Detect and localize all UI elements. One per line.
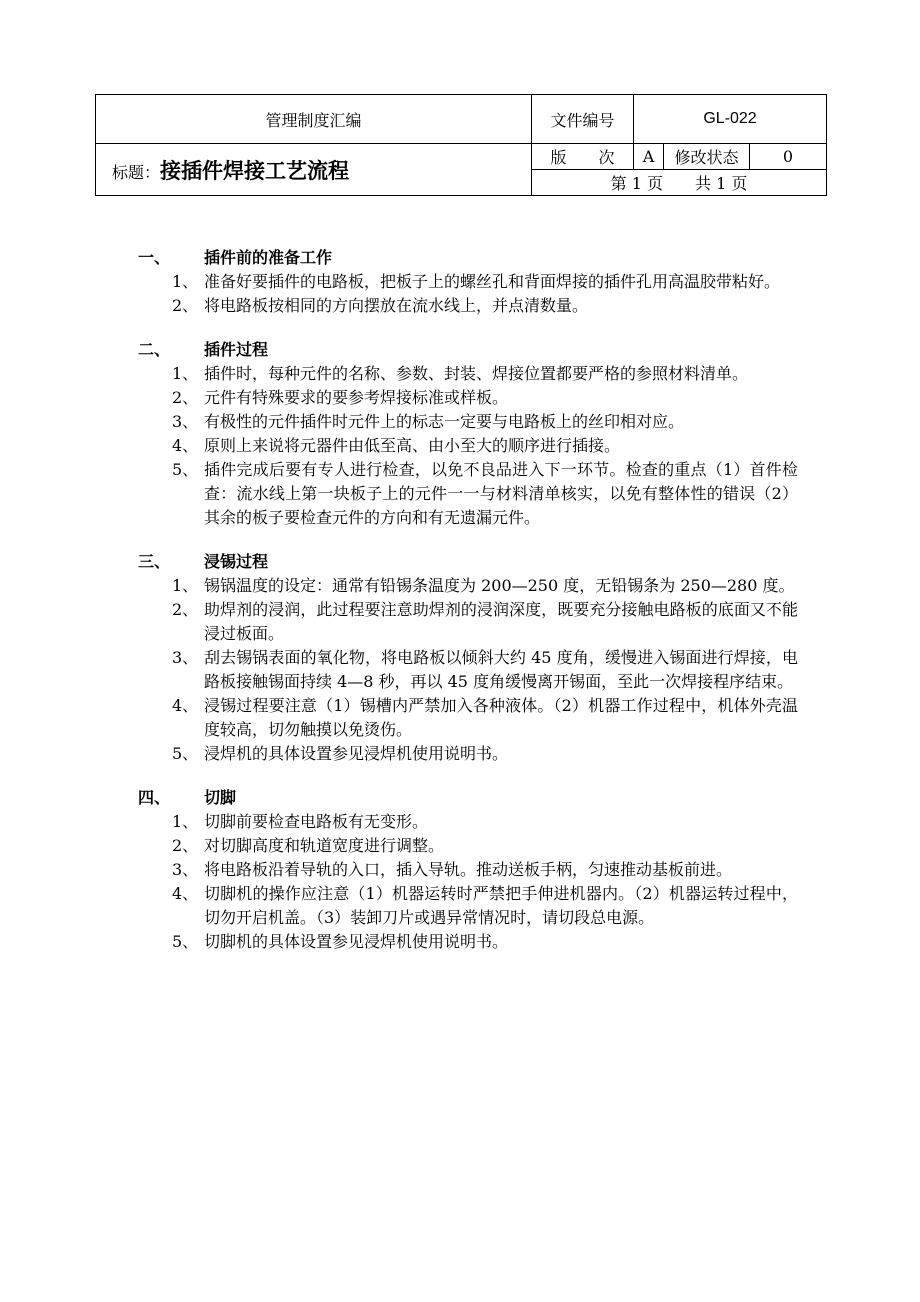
list-item-text: 切脚机的具体设置参见浸焊机使用说明书。 xyxy=(204,932,509,951)
list-item-number: 3、 xyxy=(172,648,199,667)
list-item-text: 有极性的元件插件时元件上的标志一定要与电路板上的丝印相对应。 xyxy=(204,412,685,431)
list-item xyxy=(138,386,798,410)
list-item xyxy=(138,458,798,530)
version-label: 版 次 xyxy=(532,144,634,170)
list-item-number: 5、 xyxy=(172,744,199,763)
list-item-number: 3、 xyxy=(172,412,199,431)
list-item-text: 插件完成后要有专人进行检查，以免不良品进入下一环节。检查的重点（1）首件检查：流水线上第一块板子上的元件一一与材料清单核实，以免有整体性的错误（2）其余的板子要检查元件的方向和有无遗漏元件。 xyxy=(204,460,798,527)
subject-cell xyxy=(96,144,532,196)
list-item xyxy=(138,810,798,834)
list-item xyxy=(138,742,798,766)
list-item-text: 插件时，每种元件的名称、参数、封装、焊接位置都要严格的参照材料清单。 xyxy=(204,364,749,383)
list-item-text: 将电路板沿着导轨的入口，插入导轨。推动送板手柄，匀速推动基板前进。 xyxy=(204,860,733,879)
section-number: 三、 xyxy=(138,552,171,571)
version-value: A xyxy=(634,144,664,170)
section-heading xyxy=(138,550,798,574)
list-item xyxy=(138,858,798,882)
revision-value: 0 xyxy=(750,144,827,170)
list-item-number: 4、 xyxy=(172,696,199,715)
list-item xyxy=(138,410,798,434)
list-item-number: 1、 xyxy=(172,272,199,291)
page-info: 第 1 页 共 1 页 xyxy=(532,170,827,196)
section-number: 一、 xyxy=(138,248,171,267)
doc-number-value: GL-022 xyxy=(634,95,827,144)
list-item-text: 锡锅温度的设定：通常有铅锡条温度为 200—250 度，无铅锡条为 250—280 度。 xyxy=(204,576,795,595)
list-item xyxy=(138,694,798,742)
list-item-text: 浸锡过程要注意（1）锡槽内严禁加入各种液体。（2）机器工作过程中，机体外壳温度较高，切勿触摸以免烫伤。 xyxy=(204,696,798,739)
list-item xyxy=(138,930,798,954)
list-item xyxy=(138,882,798,930)
list-item-number: 2、 xyxy=(172,600,199,619)
list-item-text: 切脚机的操作应注意（1）机器运转时严禁把手伸进机器内。（2）机器运转过程中，切勿开启机盖。（3）装卸刀片或遇异常情况时，请切段总电源。 xyxy=(204,884,798,927)
list-item xyxy=(138,270,798,294)
list-item-text: 元件有特殊要求的要参考焊接标准或样板。 xyxy=(204,388,509,407)
list-item xyxy=(138,598,798,646)
list-item-text: 切脚前要检查电路板有无变形。 xyxy=(204,812,429,831)
section-title: 插件过程 xyxy=(204,340,269,359)
list-item-text: 助焊剂的浸润，此过程要注意助焊剂的浸润深度，既要充分接触电路板的底面又不能浸过板面。 xyxy=(204,600,798,643)
section-title: 浸锡过程 xyxy=(204,552,269,571)
list-item-number: 5、 xyxy=(172,932,199,951)
section-heading xyxy=(138,246,798,270)
document-header-table xyxy=(95,94,827,196)
list-item-text: 刮去锡锅表面的氧化物，将电路板以倾斜大约 45 度角，缓慢进入锡面进行焊接，电路板接触锡面持续 4—8 秒，再以 45 度角缓慢离开锡面，至此一次焊接程序结束。 xyxy=(204,648,798,691)
section-title: 切脚 xyxy=(204,788,237,807)
list-item-number: 4、 xyxy=(172,436,199,455)
revision-label: 修改状态 xyxy=(664,144,750,170)
list-item-number: 3、 xyxy=(172,860,199,879)
section-title: 插件前的准备工作 xyxy=(204,248,333,267)
list-item xyxy=(138,294,798,318)
list-item-number: 2、 xyxy=(172,296,199,315)
list-item-text: 原则上来说将元器件由低至高、由小至大的顺序进行插接。 xyxy=(204,436,621,455)
section xyxy=(138,246,798,318)
list-item xyxy=(138,574,798,598)
manual-title: 管理制度汇编 xyxy=(96,95,532,144)
list-item-text: 对切脚高度和轨道宽度进行调整。 xyxy=(204,836,445,855)
list-item-text: 准备好要插件的电路板，把板子上的螺丝孔和背面焊接的插件孔用高温胶带粘好。 xyxy=(204,272,781,291)
section-heading xyxy=(138,786,798,810)
subject-title: 接插件焊接工艺流程 xyxy=(160,158,350,183)
section-number: 四、 xyxy=(138,788,171,807)
list-item-number: 2、 xyxy=(172,388,199,407)
list-item xyxy=(138,834,798,858)
list-item-text: 将电路板按相同的方向摆放在流水线上，并点清数量。 xyxy=(204,296,589,315)
list-item xyxy=(138,362,798,386)
list-item-number: 5、 xyxy=(172,460,199,479)
list-item-text: 浸焊机的具体设置参见浸焊机使用说明书。 xyxy=(204,744,509,763)
doc-number-label: 文件编号 xyxy=(532,95,634,144)
document-body xyxy=(138,246,798,974)
section-heading xyxy=(138,338,798,362)
list-item-number: 1、 xyxy=(172,364,199,383)
list-item-number: 4、 xyxy=(172,884,199,903)
list-item-number: 1、 xyxy=(172,576,199,595)
list-item xyxy=(138,646,798,694)
section xyxy=(138,550,798,766)
list-item-number: 1、 xyxy=(172,812,199,831)
subject-label: 标题： xyxy=(112,162,161,182)
list-item xyxy=(138,434,798,458)
section xyxy=(138,338,798,530)
section xyxy=(138,786,798,954)
section-number: 二、 xyxy=(138,340,171,359)
list-item-number: 2、 xyxy=(172,836,199,855)
